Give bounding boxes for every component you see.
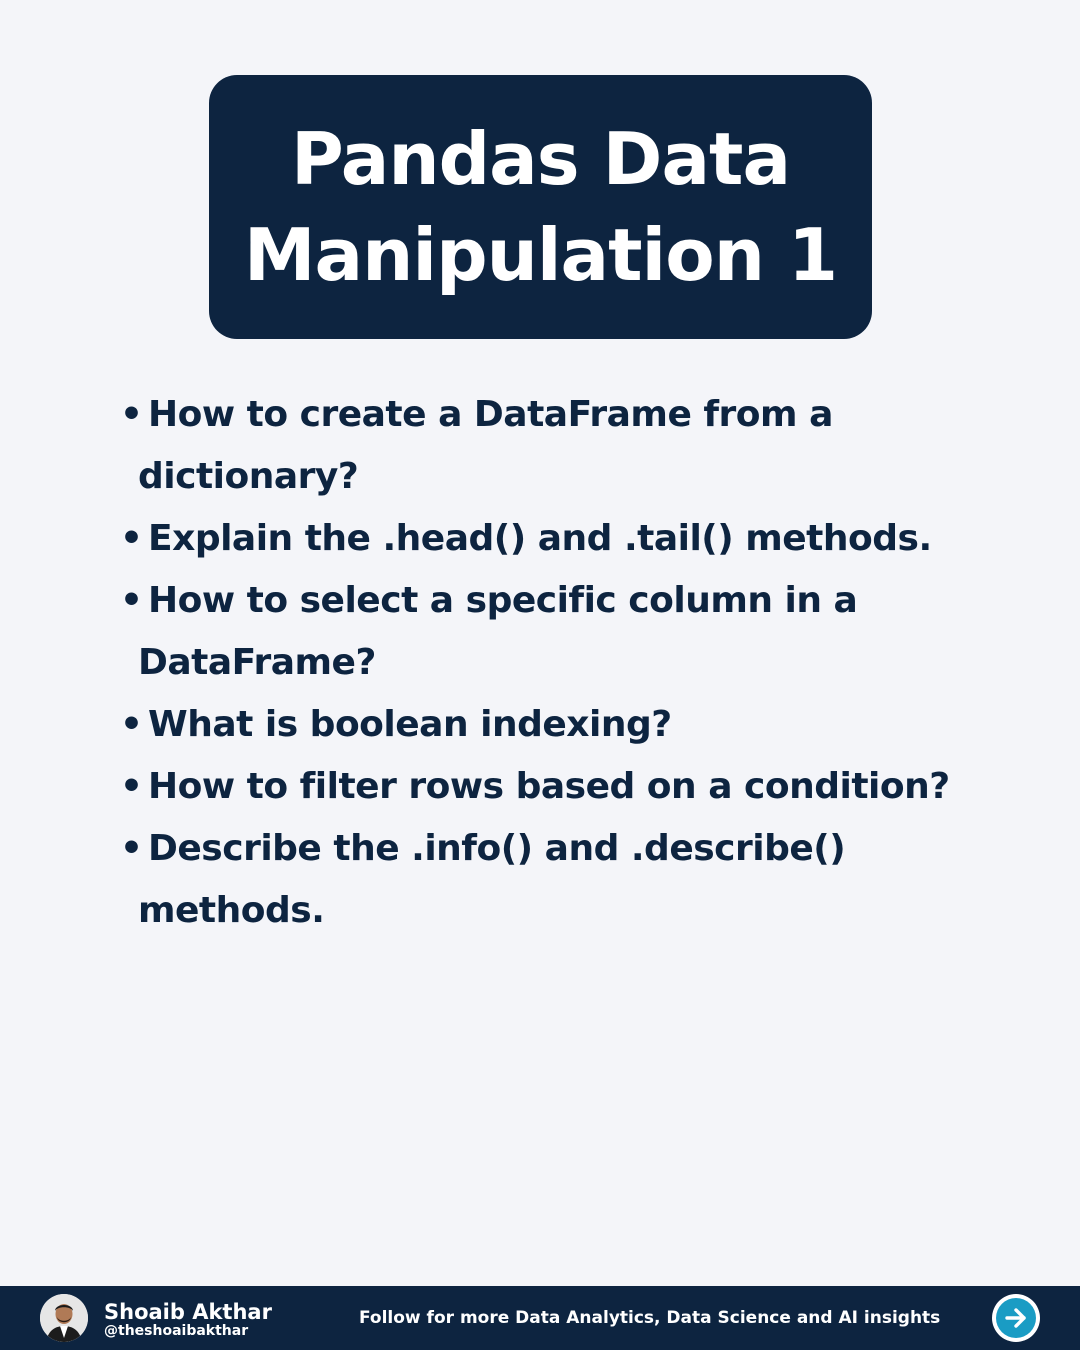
list-item-line: How to select a specific column in a xyxy=(148,580,858,621)
list-item xyxy=(120,570,950,694)
next-button-inner xyxy=(996,1298,1036,1338)
page-title-line-2: Manipulation 1 xyxy=(243,213,838,297)
list-item-line: Explain the .head() and .tail() methods. xyxy=(148,518,932,559)
bullet-icon: • xyxy=(120,518,143,559)
arrow-right-circle-icon xyxy=(1003,1305,1029,1331)
list-item xyxy=(120,756,950,818)
list-item-line: methods. xyxy=(138,890,325,931)
footer-bar xyxy=(0,1286,1080,1350)
next-button[interactable] xyxy=(992,1294,1040,1342)
list-item-line: DataFrame? xyxy=(138,642,376,683)
question-list xyxy=(120,384,950,942)
person-icon xyxy=(40,1294,88,1342)
list-item xyxy=(120,818,950,942)
list-item-line: What is boolean indexing? xyxy=(148,704,672,745)
bullet-icon: • xyxy=(120,704,143,745)
list-item-line: How to create a DataFrame from a xyxy=(148,394,833,435)
author-handle: @theshoaibakthar xyxy=(104,1323,249,1339)
list-item xyxy=(120,508,950,570)
bullet-icon: • xyxy=(120,394,143,435)
page-title-line-1: Pandas Data xyxy=(290,117,791,201)
list-item xyxy=(120,384,950,508)
avatar xyxy=(40,1294,88,1342)
list-item xyxy=(120,694,950,756)
follow-message: Follow for more Data Analytics, Data Science and AI insights xyxy=(359,1308,941,1328)
bullet-icon: • xyxy=(120,766,143,807)
list-item-line: dictionary? xyxy=(138,456,359,497)
bullet-icon: • xyxy=(120,580,143,621)
title-card xyxy=(209,75,872,339)
bullet-icon: • xyxy=(120,828,143,869)
list-item-line: Describe the .info() and .describe() xyxy=(148,828,846,869)
list-item-line: How to filter rows based on a condition? xyxy=(148,766,950,807)
author-name: Shoaib Akthar xyxy=(104,1300,272,1324)
